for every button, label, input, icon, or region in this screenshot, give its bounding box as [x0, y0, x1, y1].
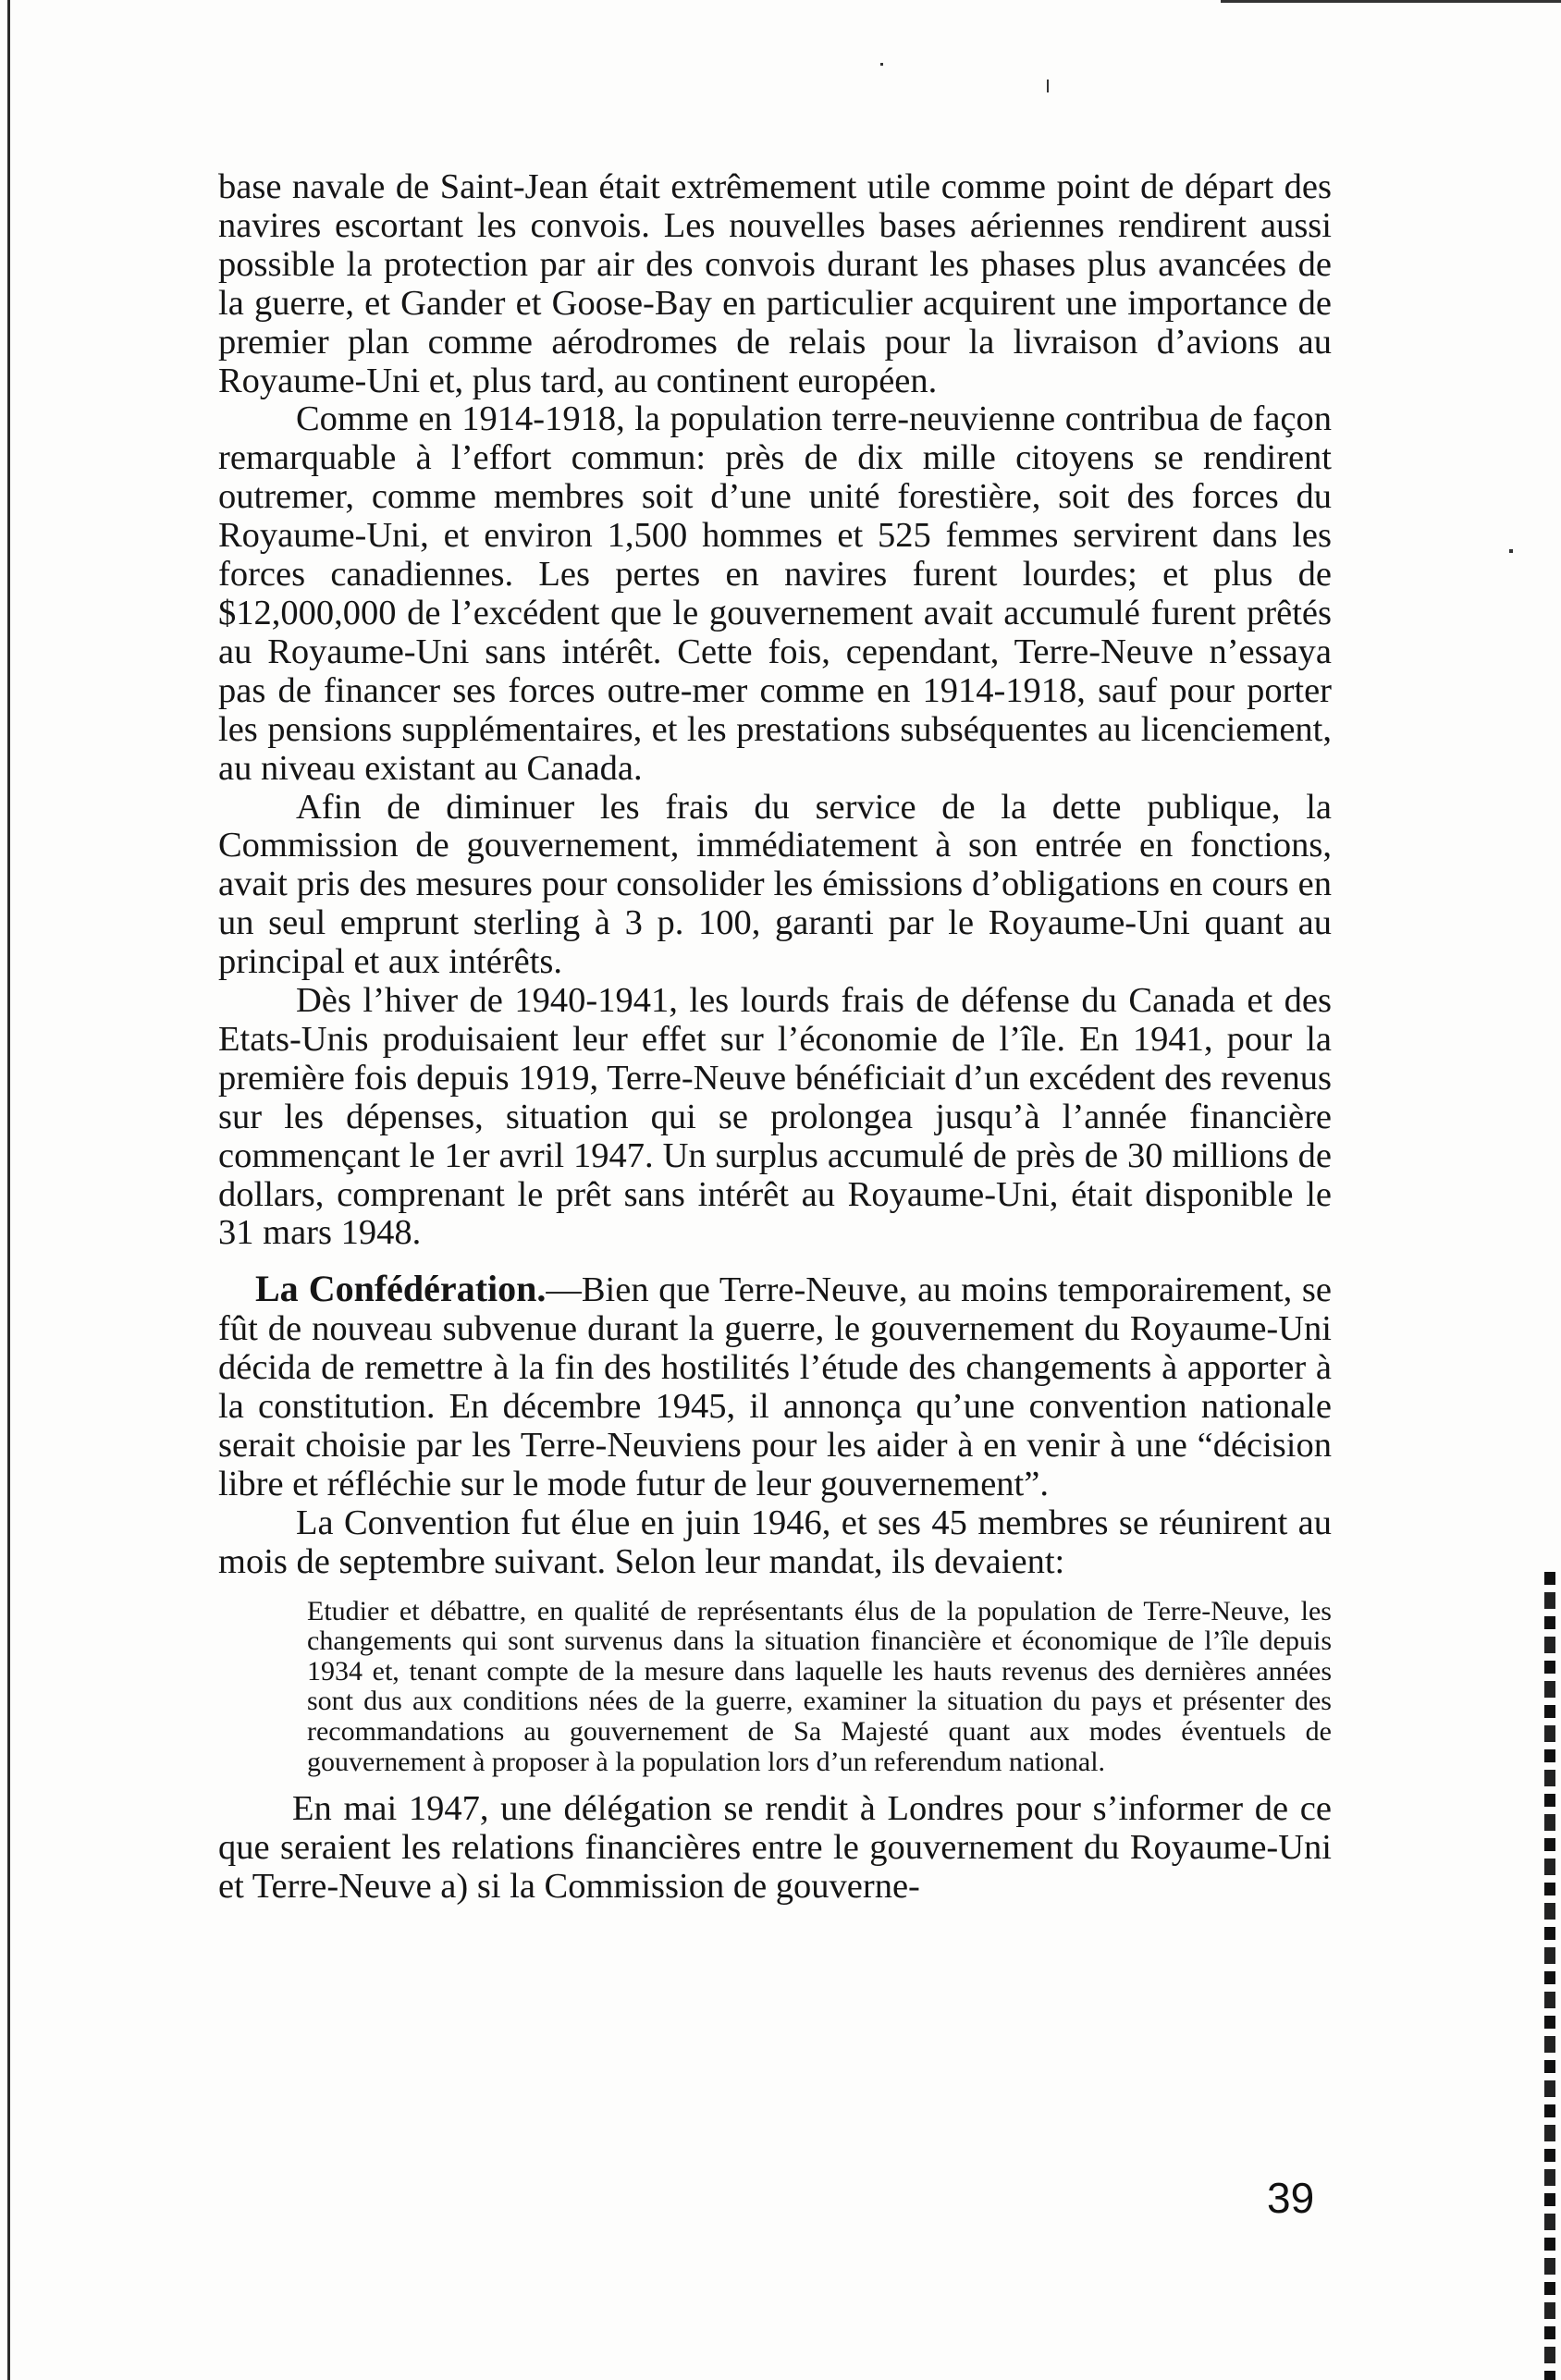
paragraph: base navale de Saint-Jean était extrêmement utile comme point de départ des navires escortant les convois. Les nouvelles bases aériennes rendirent aussi possible la protection par air des convois durant les phases plus avancées de la guerre, et Gander et Goose-Bay en particulier acquirent une importance de premier plan comme aérodromes de relais pour la livraison d’avions au Royaume-Uni et, plus tard, au continent européen.: [218, 167, 1332, 400]
scan-speck: [880, 63, 883, 66]
scan-speck: [1047, 80, 1049, 92]
scan-speck: [1509, 549, 1513, 553]
section-paragraph: [218, 1270, 1332, 1503]
paragraph: Comme en 1914-1918, la population terre-neuvienne contribua de façon remarquable à l’effort commun: près de dix mille citoyens se rendirent outremer, comme membres soit d’une unité forestière, soit des forces du Royaume-Uni, et environ 1,500 hommes et 525 femmes servirent dans les forces canadiennes. Les pertes en navires furent lourdes; et plus de $12,000,000 de l’excédent que le gouvernement avait accumulé furent prêtés au Royaume-Uni sans intérêt. Cette fois, cependant, Terre-Neuve n’essaya pas de financer ses forces outre-mer comme en 1914-1918, sauf pour porter les pensions supplémentaires, et les prestations subséquentes au licenciement, au niveau existant au Canada.: [218, 399, 1332, 788]
paragraph: Afin de diminuer les frais du service de la dette publique, la Commission de gouvernement, immédiatement à son entrée en fonctions, avait pris des mesures pour consolider les émissions d’obligations en cours en un seul emprunt sterling à 3 p. 100, garanti par le Royaume-Uni quant au principal et aux intérêts.: [218, 787, 1332, 982]
final-paragraph: En mai 1947, une délégation se rendit à Londres pour s’informer de ce que seraient les relations financières entre le gouvernement du Royaume-Uni et Terre-Neuve a) si la Commission de gouverne-: [218, 1789, 1332, 1906]
convention-paragraph: La Convention fut élue en juin 1946, et ses 45 membres se réunirent au mois de septembre suivant. Selon leur mandat, ils devaient:: [218, 1503, 1332, 1581]
section-text: —Bien que Terre-Neuve, au moins temporairement, se fût de nouveau subvenue durant la guerre, le gouvernement du Royaume-Uni décida de remettre à la fin des hostilités l’étude des changements à apporter à la constitution. En décembre 1945, il annonça qu’une convention nationale serait choisie par les Terre-Neuviens pour les aider à en venir à une “décision libre et réfléchie sur le mode futur de leur gouvernement”.: [218, 1270, 1332, 1503]
scan-left-edge: [7, 0, 10, 2380]
block-quote: Etudier et débattre, en qualité de représentants élus de la population de Terre-Neuve, les changements qui sont survenus dans la situation financière et économique de l’île depuis 1934 et, tenant compte de la mesure dans laquelle les hauts revenus des dernières années sont dus aux conditions nées de la guerre, examiner la situation du pays et présenter des recommandations au gouvernement de Sa Majesté quant aux modes éventuels de gouvernement à proposer à la population lors d’un referendum national.: [307, 1595, 1332, 1777]
body-text: [218, 168, 1332, 1907]
scan-top-rule: [1221, 0, 1561, 3]
section-heading: La Confédération.: [255, 1268, 547, 1310]
scan-right-edge: [1544, 1572, 1555, 2380]
paragraph: Dès l’hiver de 1940-1941, les lourds frais de défense du Canada et des Etats-Unis produisaient leur effet sur l’économie de l’île. En 1941, pour la première fois depuis 1919, Terre-Neuve bénéficiait d’un excédent des revenus sur les dépenses, situation qui se prolongea jusqu’à l’année financière commençant le 1er avril 1947. Un surplus accumulé de près de 30 millions de dollars, comprenant le prêt sans intérêt au Royaume-Uni, était disponible le 31 mars 1948.: [218, 981, 1332, 1253]
page-number: 39: [1267, 2174, 1315, 2222]
